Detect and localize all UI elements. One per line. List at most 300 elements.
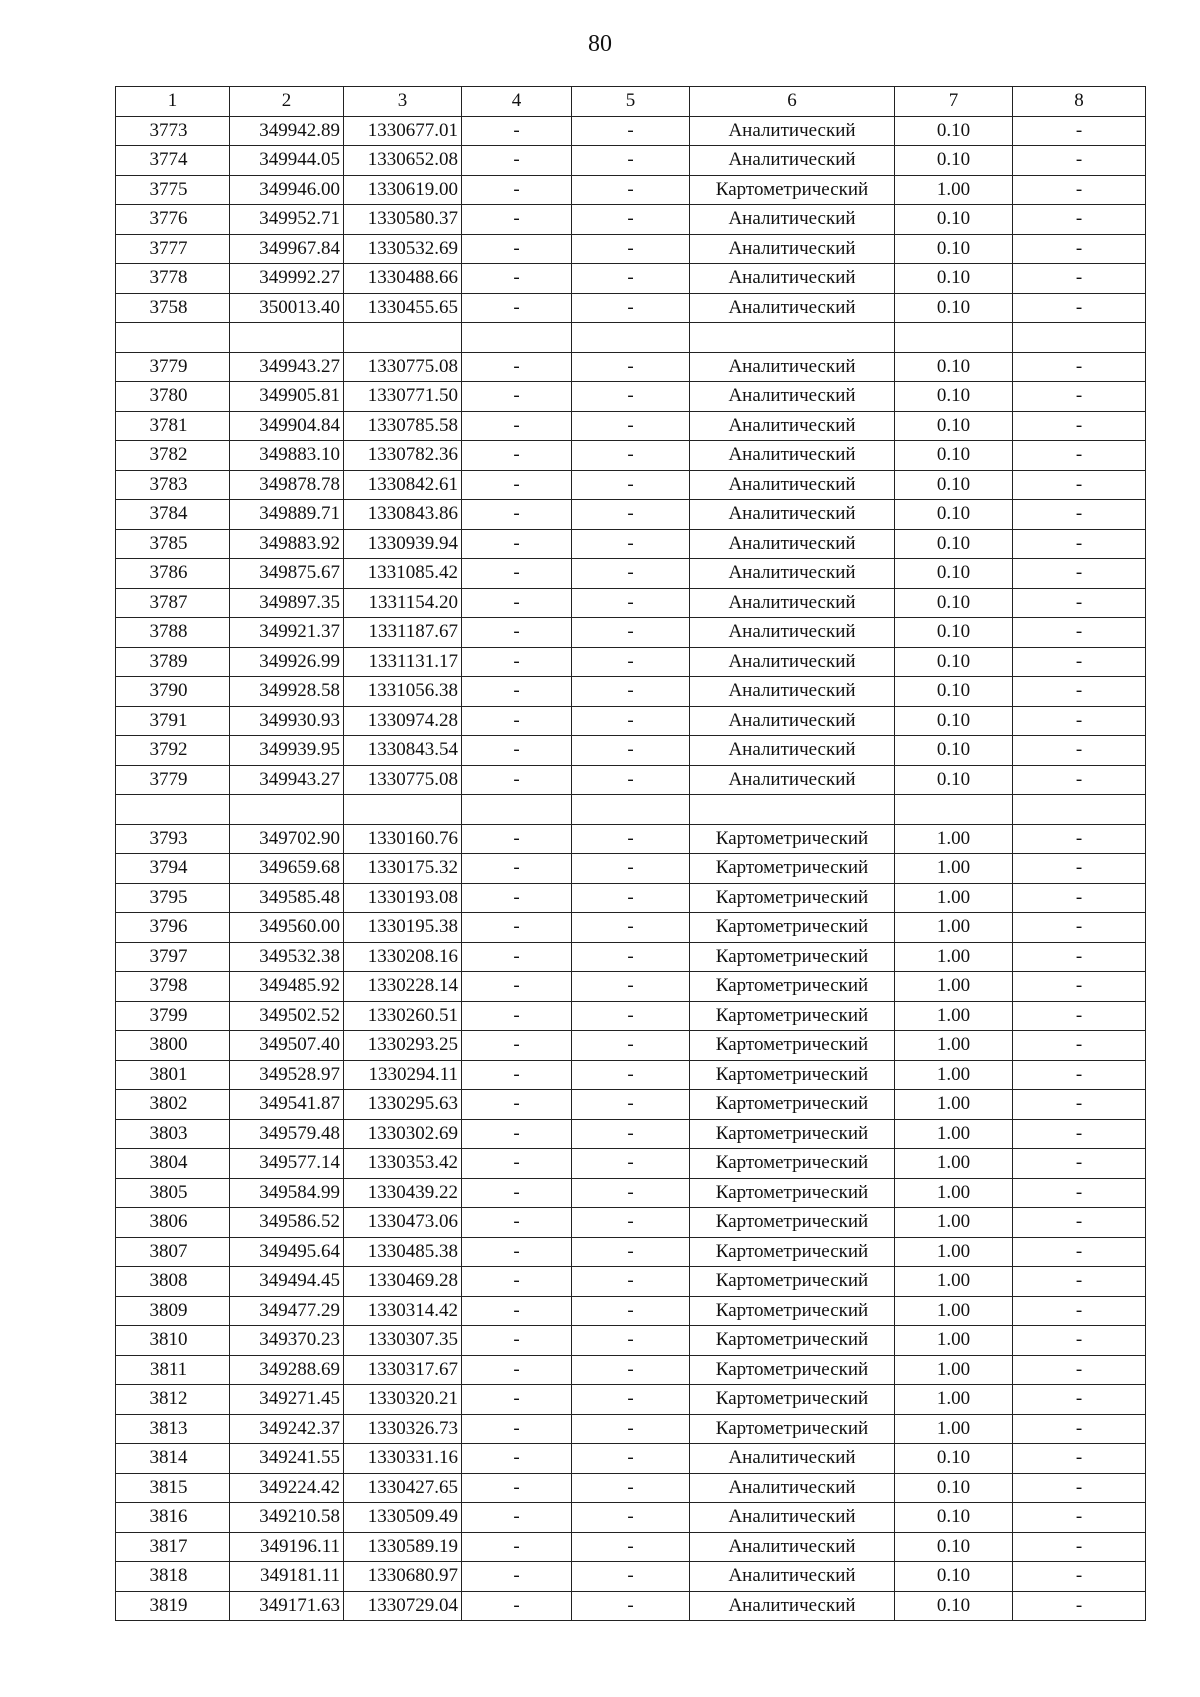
cell-method: Аналитический xyxy=(690,706,895,736)
cell-method: Аналитический xyxy=(690,736,895,766)
cell-col-8: - xyxy=(1013,352,1146,382)
table-row xyxy=(116,1355,1146,1385)
cell-point-number xyxy=(116,795,230,825)
cell-method: Картометрический xyxy=(690,1060,895,1090)
cell-point-number: 3801 xyxy=(116,1060,230,1090)
cell-point-number: 3796 xyxy=(116,913,230,943)
table-row xyxy=(116,559,1146,589)
cell-y-coordinate: 1330652.08 xyxy=(344,146,462,176)
cell-col-4: - xyxy=(462,618,572,648)
cell-col-4: - xyxy=(462,352,572,382)
cell-precision: 1.00 xyxy=(895,1119,1013,1149)
cell-method: Аналитический xyxy=(690,1444,895,1474)
cell-y-coordinate: 1330974.28 xyxy=(344,706,462,736)
cell-point-number: 3802 xyxy=(116,1090,230,1120)
cell-col-5: - xyxy=(572,1532,690,1562)
cell-x-coordinate: 349370.23 xyxy=(230,1326,344,1356)
cell-col-5: - xyxy=(572,146,690,176)
cell-point-number: 3794 xyxy=(116,854,230,884)
cell-point-number: 3790 xyxy=(116,677,230,707)
cell-precision: 1.00 xyxy=(895,824,1013,854)
cell-precision: 0.10 xyxy=(895,500,1013,530)
cell-col-5: - xyxy=(572,1414,690,1444)
cell-y-coordinate: 1330208.16 xyxy=(344,942,462,972)
column-header-6: 6 xyxy=(690,87,895,117)
cell-method: Аналитический xyxy=(690,441,895,471)
cell-col-8: - xyxy=(1013,618,1146,648)
cell-col-4: - xyxy=(462,559,572,589)
cell-precision: 1.00 xyxy=(895,883,1013,913)
cell-point-number: 3806 xyxy=(116,1208,230,1238)
cell-x-coordinate: 349502.52 xyxy=(230,1001,344,1031)
cell-col-4: - xyxy=(462,647,572,677)
table-row xyxy=(116,618,1146,648)
cell-point-number: 3775 xyxy=(116,175,230,205)
cell-method: Картометрический xyxy=(690,913,895,943)
table-row xyxy=(116,1149,1146,1179)
cell-y-coordinate: 1330439.22 xyxy=(344,1178,462,1208)
cell-col-8: - xyxy=(1013,470,1146,500)
cell-method: Аналитический xyxy=(690,1532,895,1562)
cell-col-4: - xyxy=(462,883,572,913)
cell-x-coordinate: 349477.29 xyxy=(230,1296,344,1326)
column-header-2: 2 xyxy=(230,87,344,117)
cell-y-coordinate: 1330160.76 xyxy=(344,824,462,854)
cell-method: Картометрический xyxy=(690,942,895,972)
cell-col-8: - xyxy=(1013,411,1146,441)
cell-col-5: - xyxy=(572,1267,690,1297)
cell-x-coordinate: 349288.69 xyxy=(230,1355,344,1385)
cell-precision: 0.10 xyxy=(895,146,1013,176)
table-row xyxy=(116,1031,1146,1061)
cell-point-number: 3779 xyxy=(116,765,230,795)
cell-method: Картометрический xyxy=(690,824,895,854)
cell-precision: 1.00 xyxy=(895,1060,1013,1090)
cell-method: Картометрический xyxy=(690,854,895,884)
cell-y-coordinate: 1331154.20 xyxy=(344,588,462,618)
cell-x-coordinate: 349507.40 xyxy=(230,1031,344,1061)
cell-col-8: - xyxy=(1013,736,1146,766)
cell-col-8: - xyxy=(1013,1532,1146,1562)
cell-precision: 0.10 xyxy=(895,588,1013,618)
cell-col-5: - xyxy=(572,913,690,943)
cell-y-coordinate: 1330307.35 xyxy=(344,1326,462,1356)
cell-col-4: - xyxy=(462,1355,572,1385)
cell-x-coordinate: 349495.64 xyxy=(230,1237,344,1267)
cell-method: Аналитический xyxy=(690,411,895,441)
cell-col-8: - xyxy=(1013,1414,1146,1444)
cell-col-8 xyxy=(1013,795,1146,825)
cell-col-5: - xyxy=(572,765,690,795)
cell-col-8: - xyxy=(1013,1237,1146,1267)
cell-point-number: 3758 xyxy=(116,293,230,323)
cell-precision: 0.10 xyxy=(895,234,1013,264)
cell-precision: 1.00 xyxy=(895,1355,1013,1385)
cell-x-coordinate: 349875.67 xyxy=(230,559,344,589)
cell-col-5: - xyxy=(572,942,690,972)
cell-x-coordinate: 349928.58 xyxy=(230,677,344,707)
cell-col-5: - xyxy=(572,500,690,530)
cell-method: Аналитический xyxy=(690,500,895,530)
cell-point-number: 3781 xyxy=(116,411,230,441)
cell-x-coordinate: 349904.84 xyxy=(230,411,344,441)
cell-precision: 1.00 xyxy=(895,854,1013,884)
cell-x-coordinate: 349952.71 xyxy=(230,205,344,235)
column-header-3: 3 xyxy=(344,87,462,117)
cell-method: Картометрический xyxy=(690,1149,895,1179)
cell-precision: 0.10 xyxy=(895,1473,1013,1503)
cell-col-4: - xyxy=(462,1473,572,1503)
cell-x-coordinate: 349271.45 xyxy=(230,1385,344,1415)
cell-x-coordinate: 349224.42 xyxy=(230,1473,344,1503)
cell-col-5: - xyxy=(572,175,690,205)
cell-method: Аналитический xyxy=(690,677,895,707)
cell-col-8: - xyxy=(1013,264,1146,294)
cell-point-number: 3805 xyxy=(116,1178,230,1208)
cell-col-5: - xyxy=(572,116,690,146)
cell-method: Картометрический xyxy=(690,1326,895,1356)
cell-x-coordinate: 349897.35 xyxy=(230,588,344,618)
cell-precision: 0.10 xyxy=(895,352,1013,382)
cell-col-4: - xyxy=(462,1503,572,1533)
cell-col-5: - xyxy=(572,1090,690,1120)
cell-col-8: - xyxy=(1013,1503,1146,1533)
cell-col-8: - xyxy=(1013,441,1146,471)
table-row xyxy=(116,1267,1146,1297)
cell-method: Картометрический xyxy=(690,1267,895,1297)
cell-col-4: - xyxy=(462,1031,572,1061)
cell-x-coordinate: 349939.95 xyxy=(230,736,344,766)
cell-y-coordinate: 1330677.01 xyxy=(344,116,462,146)
cell-col-8: - xyxy=(1013,677,1146,707)
cell-col-4: - xyxy=(462,441,572,471)
cell-precision: 1.00 xyxy=(895,1385,1013,1415)
cell-y-coordinate: 1330295.63 xyxy=(344,1090,462,1120)
cell-x-coordinate: 349196.11 xyxy=(230,1532,344,1562)
cell-point-number: 3782 xyxy=(116,441,230,471)
cell-point-number: 3777 xyxy=(116,234,230,264)
cell-precision: 0.10 xyxy=(895,1591,1013,1621)
table-row xyxy=(116,234,1146,264)
cell-col-4: - xyxy=(462,529,572,559)
cell-col-5: - xyxy=(572,588,690,618)
table-row xyxy=(116,470,1146,500)
cell-point-number: 3798 xyxy=(116,972,230,1002)
cell-col-8: - xyxy=(1013,1178,1146,1208)
cell-col-4: - xyxy=(462,1119,572,1149)
cell-x-coordinate: 349926.99 xyxy=(230,647,344,677)
cell-col-5: - xyxy=(572,618,690,648)
cell-y-coordinate: 1330488.66 xyxy=(344,264,462,294)
cell-col-4: - xyxy=(462,706,572,736)
cell-method: Аналитический xyxy=(690,234,895,264)
cell-method: Картометрический xyxy=(690,1001,895,1031)
cell-method: Аналитический xyxy=(690,146,895,176)
cell-point-number: 3816 xyxy=(116,1503,230,1533)
cell-col-5: - xyxy=(572,1119,690,1149)
cell-col-8: - xyxy=(1013,175,1146,205)
table-row xyxy=(116,264,1146,294)
cell-col-4: - xyxy=(462,1267,572,1297)
cell-precision: 0.10 xyxy=(895,706,1013,736)
cell-method: Аналитический xyxy=(690,264,895,294)
cell-precision: 1.00 xyxy=(895,1090,1013,1120)
cell-col-5: - xyxy=(572,1385,690,1415)
cell-col-5: - xyxy=(572,706,690,736)
cell-y-coordinate: 1330317.67 xyxy=(344,1355,462,1385)
cell-x-coordinate xyxy=(230,795,344,825)
cell-method: Картометрический xyxy=(690,1031,895,1061)
cell-col-4: - xyxy=(462,913,572,943)
cell-method: Аналитический xyxy=(690,647,895,677)
cell-y-coordinate xyxy=(344,323,462,353)
cell-method: Картометрический xyxy=(690,1414,895,1444)
cell-precision: 1.00 xyxy=(895,1178,1013,1208)
cell-col-5: - xyxy=(572,1444,690,1474)
cell-y-coordinate: 1331056.38 xyxy=(344,677,462,707)
cell-precision: 0.10 xyxy=(895,1562,1013,1592)
cell-precision: 1.00 xyxy=(895,942,1013,972)
cell-col-5: - xyxy=(572,1031,690,1061)
cell-x-coordinate: 349532.38 xyxy=(230,942,344,972)
cell-precision: 0.10 xyxy=(895,116,1013,146)
cell-method: Аналитический xyxy=(690,1473,895,1503)
cell-col-4: - xyxy=(462,1326,572,1356)
cell-col-4: - xyxy=(462,824,572,854)
cell-point-number: 3786 xyxy=(116,559,230,589)
cell-method: Картометрический xyxy=(690,1385,895,1415)
cell-x-coordinate: 350013.40 xyxy=(230,293,344,323)
cell-col-4: - xyxy=(462,736,572,766)
cell-col-5: - xyxy=(572,382,690,412)
table-row xyxy=(116,706,1146,736)
cell-x-coordinate: 349944.05 xyxy=(230,146,344,176)
cell-x-coordinate: 349586.52 xyxy=(230,1208,344,1238)
cell-precision: 1.00 xyxy=(895,175,1013,205)
cell-col-4: - xyxy=(462,942,572,972)
cell-precision: 0.10 xyxy=(895,529,1013,559)
column-header-7: 7 xyxy=(895,87,1013,117)
cell-point-number: 3810 xyxy=(116,1326,230,1356)
cell-col-5: - xyxy=(572,352,690,382)
cell-col-8: - xyxy=(1013,706,1146,736)
cell-col-4: - xyxy=(462,1178,572,1208)
cell-y-coordinate: 1330326.73 xyxy=(344,1414,462,1444)
cell-col-4: - xyxy=(462,972,572,1002)
cell-col-5: - xyxy=(572,293,690,323)
cell-y-coordinate: 1330939.94 xyxy=(344,529,462,559)
cell-precision: 0.10 xyxy=(895,736,1013,766)
table-row xyxy=(116,854,1146,884)
cell-x-coordinate: 349905.81 xyxy=(230,382,344,412)
cell-precision: 0.10 xyxy=(895,765,1013,795)
cell-x-coordinate: 349181.11 xyxy=(230,1562,344,1592)
column-header-8: 8 xyxy=(1013,87,1146,117)
cell-precision: 1.00 xyxy=(895,1031,1013,1061)
table-row xyxy=(116,1414,1146,1444)
cell-point-number: 3795 xyxy=(116,883,230,913)
cell-x-coordinate: 349528.97 xyxy=(230,1060,344,1090)
cell-col-8: - xyxy=(1013,588,1146,618)
cell-y-coordinate: 1330842.61 xyxy=(344,470,462,500)
page-number: 80 xyxy=(588,31,612,57)
cell-y-coordinate: 1330485.38 xyxy=(344,1237,462,1267)
table-row xyxy=(116,1473,1146,1503)
cell-col-5: - xyxy=(572,1591,690,1621)
cell-precision: 0.10 xyxy=(895,647,1013,677)
table-row xyxy=(116,352,1146,382)
cell-y-coordinate: 1330260.51 xyxy=(344,1001,462,1031)
cell-col-4: - xyxy=(462,470,572,500)
column-header-4: 4 xyxy=(462,87,572,117)
cell-col-5: - xyxy=(572,972,690,1002)
cell-col-8: - xyxy=(1013,913,1146,943)
cell-col-8: - xyxy=(1013,942,1146,972)
cell-point-number: 3784 xyxy=(116,500,230,530)
cell-col-4: - xyxy=(462,1060,572,1090)
cell-x-coordinate: 349585.48 xyxy=(230,883,344,913)
cell-col-8: - xyxy=(1013,529,1146,559)
cell-method: Картометрический xyxy=(690,1237,895,1267)
cell-point-number: 3788 xyxy=(116,618,230,648)
cell-point-number: 3778 xyxy=(116,264,230,294)
table-row xyxy=(116,1296,1146,1326)
cell-col-8: - xyxy=(1013,1001,1146,1031)
cell-point-number: 3783 xyxy=(116,470,230,500)
header-row xyxy=(116,87,1146,117)
cell-method: Аналитический xyxy=(690,1591,895,1621)
cell-col-5: - xyxy=(572,441,690,471)
cell-x-coordinate: 349485.92 xyxy=(230,972,344,1002)
cell-col-5: - xyxy=(572,1562,690,1592)
cell-col-4: - xyxy=(462,411,572,441)
cell-y-coordinate: 1330782.36 xyxy=(344,441,462,471)
table-row xyxy=(116,1444,1146,1474)
cell-col-8: - xyxy=(1013,1444,1146,1474)
cell-col-4 xyxy=(462,323,572,353)
table-row xyxy=(116,736,1146,766)
cell-col-8: - xyxy=(1013,1591,1146,1621)
cell-method: Аналитический xyxy=(690,205,895,235)
cell-y-coordinate: 1330532.69 xyxy=(344,234,462,264)
cell-col-8: - xyxy=(1013,1385,1146,1415)
cell-col-5: - xyxy=(572,824,690,854)
cell-method xyxy=(690,795,895,825)
cell-x-coordinate: 349541.87 xyxy=(230,1090,344,1120)
table-row xyxy=(116,175,1146,205)
cell-y-coordinate: 1331187.67 xyxy=(344,618,462,648)
cell-y-coordinate: 1330228.14 xyxy=(344,972,462,1002)
table-row xyxy=(116,883,1146,913)
cell-col-8: - xyxy=(1013,1149,1146,1179)
table-row xyxy=(116,795,1146,825)
cell-col-8: - xyxy=(1013,293,1146,323)
cell-col-4: - xyxy=(462,1591,572,1621)
cell-col-5: - xyxy=(572,1208,690,1238)
cell-col-8: - xyxy=(1013,1473,1146,1503)
table-row xyxy=(116,942,1146,972)
cell-col-8: - xyxy=(1013,146,1146,176)
cell-point-number: 3785 xyxy=(116,529,230,559)
cell-precision: 0.10 xyxy=(895,677,1013,707)
cell-col-8: - xyxy=(1013,500,1146,530)
cell-precision: 0.10 xyxy=(895,559,1013,589)
cell-col-5: - xyxy=(572,647,690,677)
cell-x-coordinate: 349171.63 xyxy=(230,1591,344,1621)
cell-point-number: 3791 xyxy=(116,706,230,736)
cell-precision: 1.00 xyxy=(895,1149,1013,1179)
cell-precision: 0.10 xyxy=(895,441,1013,471)
cell-point-number xyxy=(116,323,230,353)
cell-x-coordinate: 349889.71 xyxy=(230,500,344,530)
cell-col-4: - xyxy=(462,146,572,176)
cell-method: Аналитический xyxy=(690,470,895,500)
cell-method: Картометрический xyxy=(690,1090,895,1120)
table-row xyxy=(116,972,1146,1002)
table-row xyxy=(116,824,1146,854)
cell-col-4: - xyxy=(462,765,572,795)
cell-col-4: - xyxy=(462,854,572,884)
cell-x-coordinate: 349943.27 xyxy=(230,352,344,382)
cell-precision: 0.10 xyxy=(895,205,1013,235)
cell-col-4: - xyxy=(462,1444,572,1474)
cell-method: Аналитический xyxy=(690,588,895,618)
cell-col-8: - xyxy=(1013,1326,1146,1356)
cell-col-5: - xyxy=(572,854,690,884)
cell-col-5: - xyxy=(572,1296,690,1326)
cell-col-4: - xyxy=(462,264,572,294)
cell-x-coordinate: 349702.90 xyxy=(230,824,344,854)
cell-col-5: - xyxy=(572,1178,690,1208)
table-row xyxy=(116,205,1146,235)
cell-y-coordinate: 1330294.11 xyxy=(344,1060,462,1090)
cell-precision: 0.10 xyxy=(895,411,1013,441)
cell-method: Аналитический xyxy=(690,1503,895,1533)
cell-point-number: 3800 xyxy=(116,1031,230,1061)
cell-x-coordinate: 349992.27 xyxy=(230,264,344,294)
cell-col-4: - xyxy=(462,293,572,323)
table-row xyxy=(116,293,1146,323)
cell-point-number: 3817 xyxy=(116,1532,230,1562)
cell-x-coordinate xyxy=(230,323,344,353)
cell-point-number: 3793 xyxy=(116,824,230,854)
cell-col-8: - xyxy=(1013,1267,1146,1297)
cell-col-4: - xyxy=(462,1208,572,1238)
cell-col-8: - xyxy=(1013,647,1146,677)
column-header-1: 1 xyxy=(116,87,230,117)
cell-precision: 0.10 xyxy=(895,293,1013,323)
table-row xyxy=(116,382,1146,412)
table-row xyxy=(116,1326,1146,1356)
cell-method: Картометрический xyxy=(690,883,895,913)
cell-col-8: - xyxy=(1013,972,1146,1002)
cell-y-coordinate: 1330843.54 xyxy=(344,736,462,766)
table-row xyxy=(116,441,1146,471)
cell-method xyxy=(690,323,895,353)
cell-point-number: 3809 xyxy=(116,1296,230,1326)
cell-col-8: - xyxy=(1013,824,1146,854)
table-row xyxy=(116,411,1146,441)
cell-point-number: 3792 xyxy=(116,736,230,766)
cell-point-number: 3797 xyxy=(116,942,230,972)
cell-y-coordinate: 1330680.97 xyxy=(344,1562,462,1592)
cell-method: Аналитический xyxy=(690,116,895,146)
table-row xyxy=(116,116,1146,146)
cell-y-coordinate: 1330302.69 xyxy=(344,1119,462,1149)
cell-x-coordinate: 349241.55 xyxy=(230,1444,344,1474)
table-row xyxy=(116,500,1146,530)
cell-col-5: - xyxy=(572,411,690,441)
